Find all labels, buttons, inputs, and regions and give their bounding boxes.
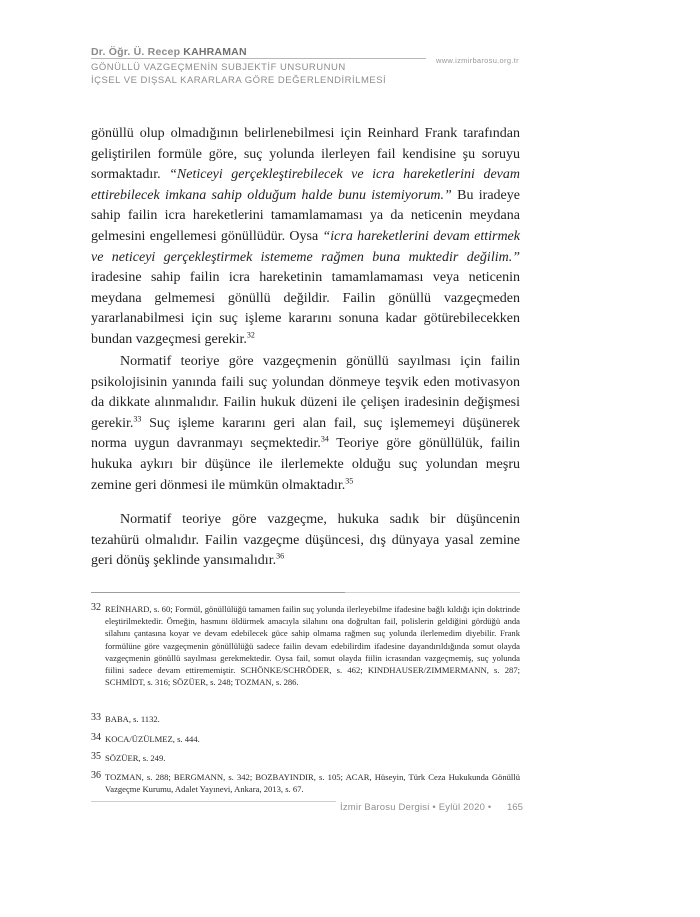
header-site: www.izmirbarosu.org.tr: [436, 56, 519, 65]
paragraph-3: [91, 510, 520, 572]
footnote-number: 35: [91, 751, 101, 762]
footnote-number: 33: [91, 712, 101, 723]
paragraph-1: [91, 124, 520, 351]
header-rule: [91, 58, 426, 59]
footnote-separator: [91, 592, 346, 593]
footer-journal: İzmir Barosu Dergisi • Eylül 2020 •: [340, 802, 492, 813]
footnote-number: 36: [91, 770, 101, 781]
p1-text-b: Bu iradeye sahip failin icra hareketlerini tamamlamaması ya da neticenin meydana gelmesini engellemesi gönüllüdür. Oysa: [91, 187, 520, 244]
footnote-text: TOZMAN, s. 288; BERGMANN, s. 342; BOZBAYINDIR, s. 105; ACAR, Hüseyin, Türk Ceza Hukukunda Gönüllü Vazgeçme Kurumu, Adalet Yayınevi, Ankara, 2013, s. 67.: [105, 772, 520, 795]
p3-text-a: Normatif teoriye göre vazgeçme, hukuka sadık bir düşüncenin tezahürü olmalıdır. Failin vazgeçme düşüncesi, dış dünyaya yasal zemine geri dönüş şeklinde yansımalıdır.: [91, 512, 520, 569]
p2-text-b: Suç işleme kararını geri alan fail, suç işlememeyi düşünerek norma uygun davranmayı seçmektedir.: [91, 415, 520, 452]
p2-text-c: Teoriye göre gönüllülük, failin hukuka aykırı bir düşünce ile ilerlemekte olduğu suç yolundan meşru zemine geri dönmesi ile mümkün olmaktadır.: [91, 436, 521, 493]
p1-quote-2: “icra hareketlerini devam ettirmek ve neticeyi gerçekleştirmek istememe rağmen buna muktedir değilim.”: [91, 228, 520, 265]
p2-text-a: Normatif teoriye göre vazgeçmenin gönüllü sayılması için failin psikolojisinin yanında faili suç yolundan dönmeye teşvik eden motivasyon da dikkate alınmalıdır. Failin hukuk düzeni ile çelişen iradesinin değişmesi gerekir.: [91, 354, 520, 431]
footnote-text: KOCA/ÜZÜLMEZ, s. 444.: [105, 734, 200, 744]
footnote-ref-34[interactable]: 34: [320, 434, 329, 444]
footnote-32: [91, 603, 520, 688]
author-prefix: Dr. Öğr. Ü. Recep: [91, 46, 184, 58]
footnote-34: [91, 733, 520, 745]
footnote-ref-33[interactable]: 33: [133, 414, 142, 424]
header-title-line1: GÖNÜLLÜ VAZGEÇMENİN SUBJEKTİF UNSURUNUN: [91, 62, 346, 73]
author-name: KAHRAMAN: [183, 46, 247, 58]
footnote-number: 34: [91, 732, 101, 743]
footnote-text: SÖZÜER, s. 249.: [105, 753, 166, 763]
footnote-35: [91, 752, 520, 764]
footnote-text: REİNHARD, s. 60; Formül, gönüllülüğü tamamen failin suç yolunda ilerleyebilme ifadesine bağlı kıldığı için doktrinde eleştirilmektedir. Örneğin, hasmını öldürmek amacıyla silahını ona doğrultan fail, polislerin geldiğini gördüğü anda silahını çantasına koyar ve devam edebilecek güce sahip olmama rağmen suç yolunda ilerlemedim diyebilir. Frank formülüne göre vazgeçmenin gönüllülüğü sadece failin devam edebilirdim ifadesine dayandırıldığında somut olayda vazgeçmenin gönüllü sayılması gerekmektedir. Oysa fail, somut olayda fiilin icrasından vazgeçmemiş, suç yolunda fiilini sadece devam ettirememiştir. SCHÖNKE/SCHRÖDER, s. 462; KINDHAUSER/ZIMMERMANN, s. 287; SCHMİDT, s. 316; SÖZÜER, s. 248; TOZMAN, s. 286.: [105, 604, 520, 688]
header-title-line2: İÇSEL VE DIŞSAL KARARLARA GÖRE DEĞERLENDİRİLMESİ: [91, 75, 387, 86]
header-author: [91, 46, 247, 58]
paragraph-2: [91, 352, 520, 496]
page-number: 165: [507, 802, 523, 813]
footnote-33: [91, 713, 520, 725]
footnote-ref-36[interactable]: 36: [276, 551, 285, 561]
footnote-36: [91, 771, 520, 795]
p1-text-c: iradesine sahip failin icra hareketinin tamamlamaması veya neticenin meydana gelmemesi gönüllü değildir. Failin gönüllü vazgeçmeden yararlanabilmesi için suç işleme kararını sonuna kadar götürebilecekken bundan vazgeçmesi gerekir.: [91, 270, 520, 347]
footnote-ref-32[interactable]: 32: [246, 330, 255, 340]
footnote-ref-35[interactable]: 35: [345, 475, 354, 485]
footer-rule: [91, 801, 336, 802]
p1-quote-1: “Neticeyi gerçekleştirebilecek ve icra hareketlerini devam ettirebilecek imkana sahip olduğum halde bunu istemiyorum.”: [91, 167, 520, 203]
footnote-text: BABA, s. 1132.: [105, 714, 160, 724]
p1-text-a: gönüllü olup olmadığının belirlenebilmesi için Reinhard Frank tarafından geliştirilen formüle göre, suç yolunda ilerleyen fail kendisine şu soruyu sormaktadır.: [91, 126, 520, 183]
footnote-number: 32: [91, 602, 101, 613]
footnote-separator-light: [345, 592, 520, 593]
